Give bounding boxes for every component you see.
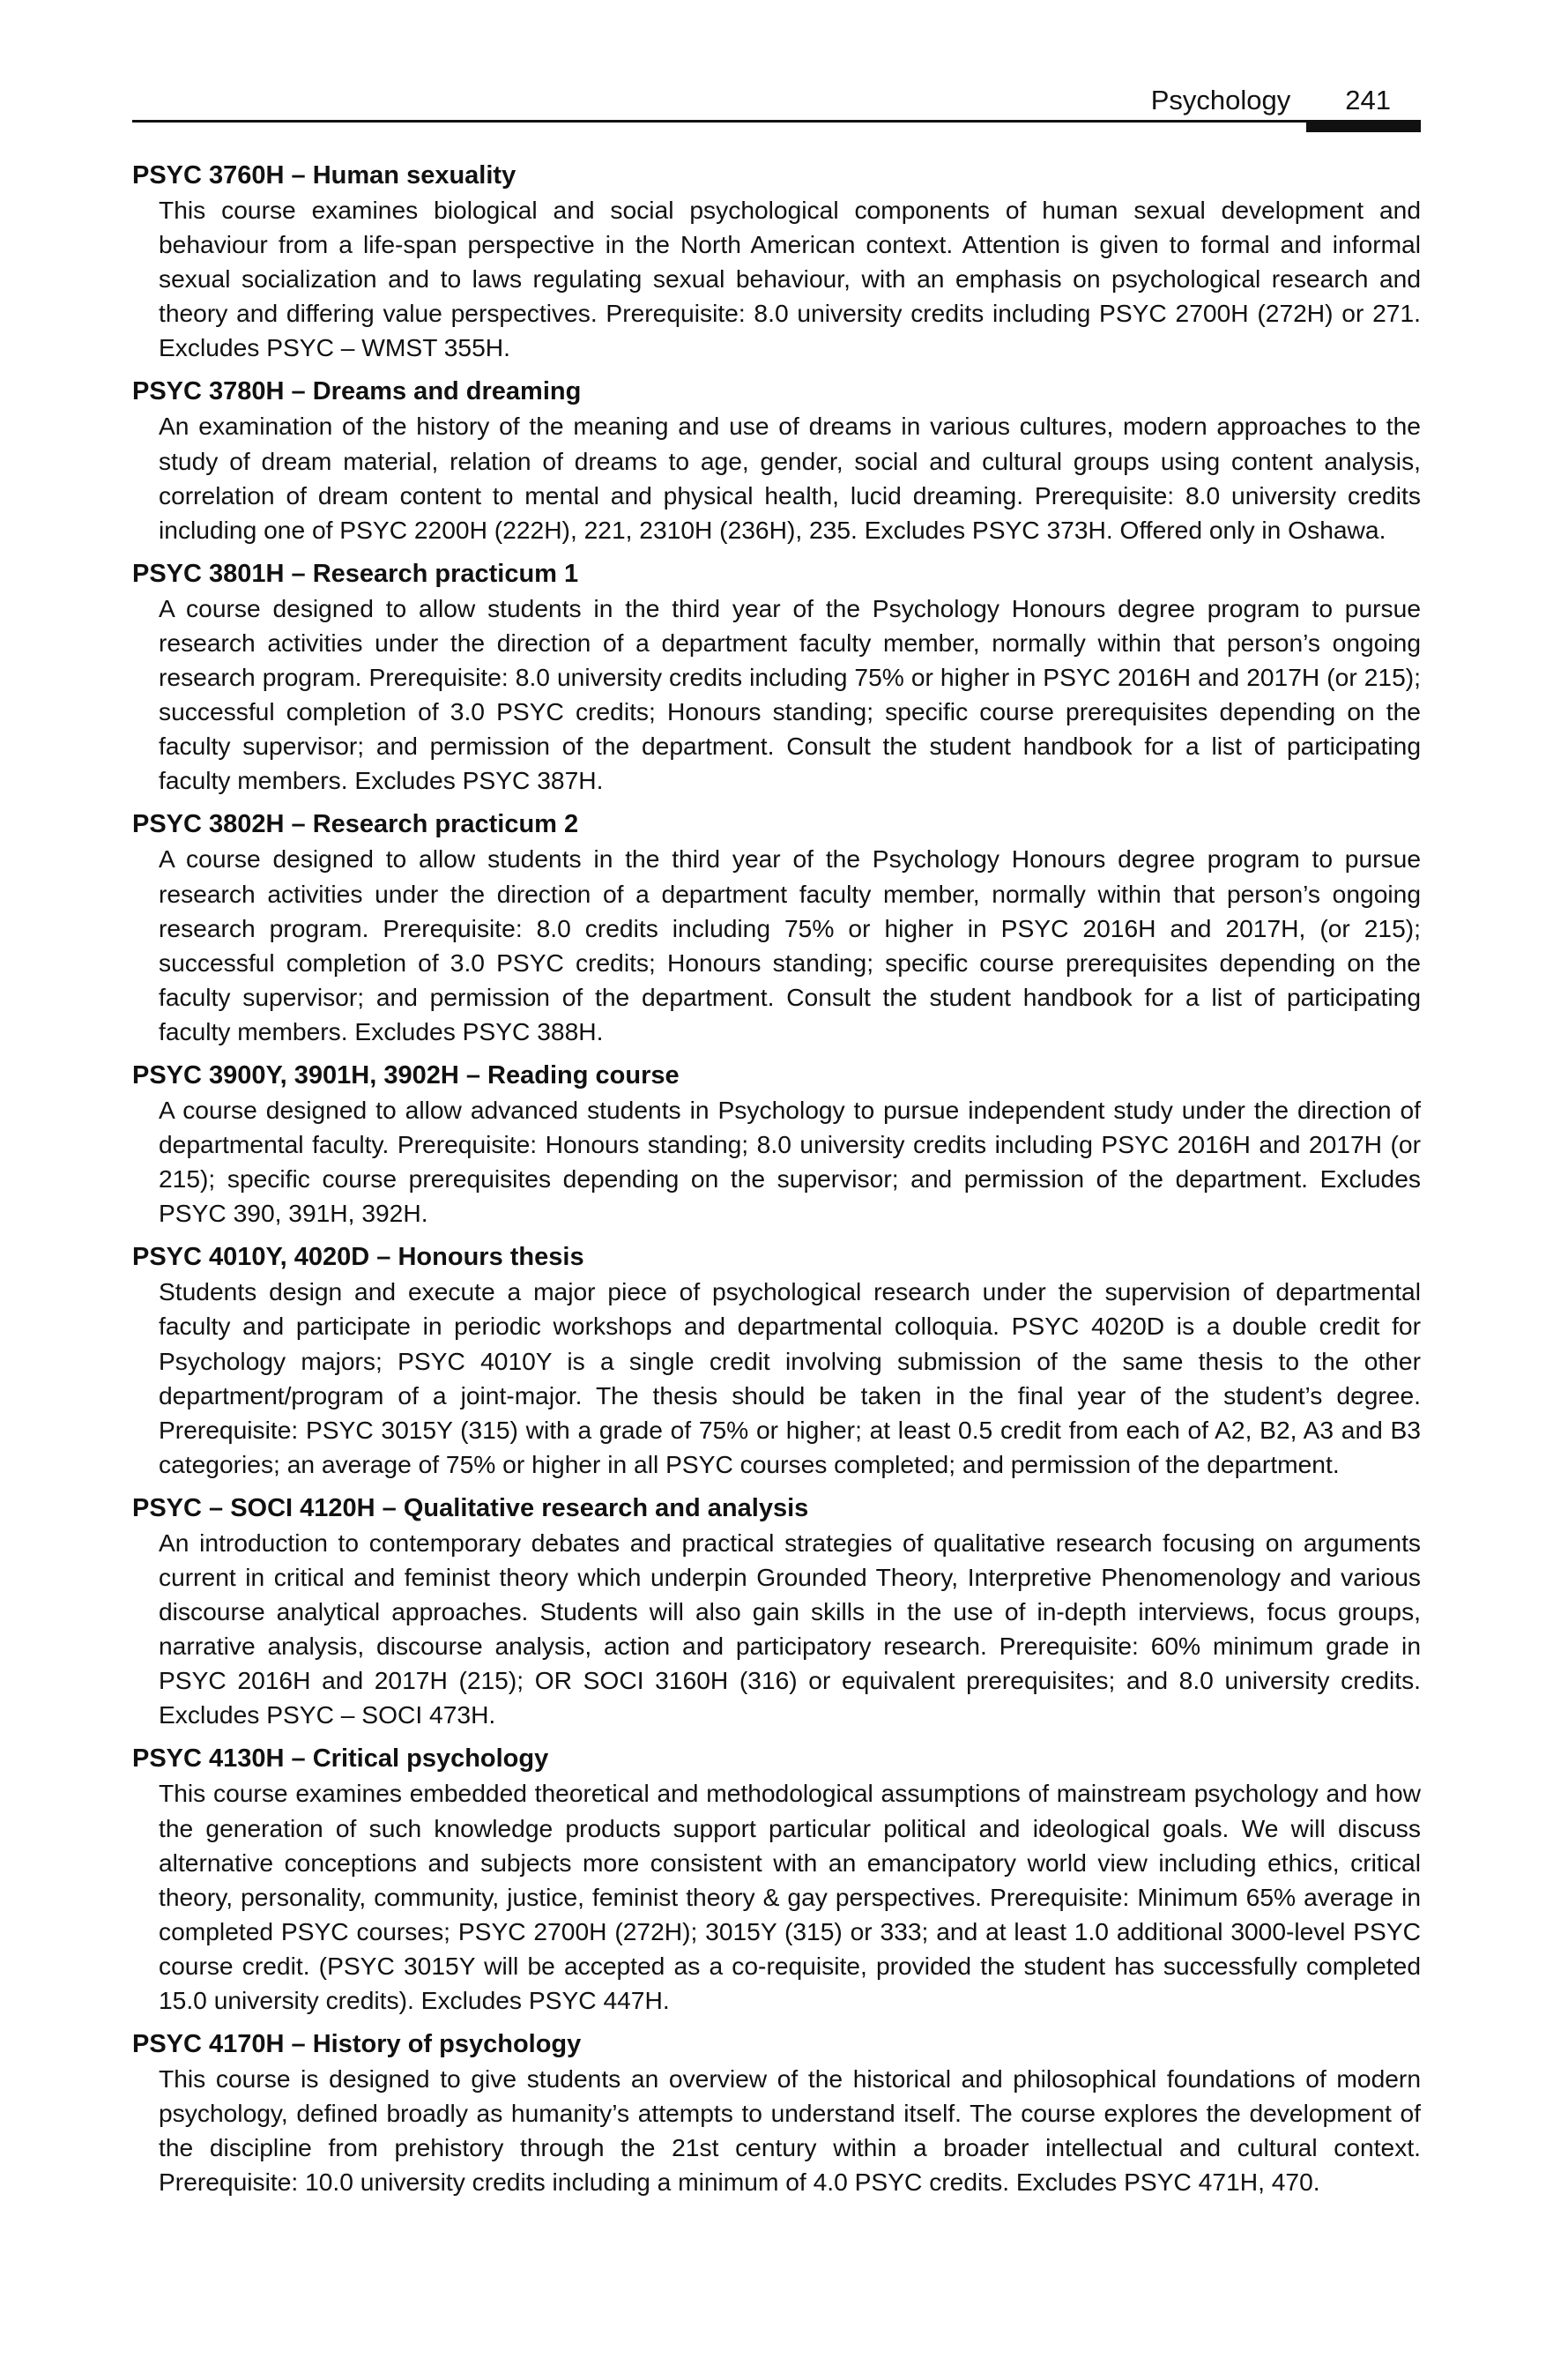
course-description: A course designed to allow advanced students in Psychology to pursue independent study under the direction of departmental faculty. Prerequisite: Honours standing; 8.0 university credits including PSYC 2016H and 2017H (or 215); specific course prerequisites depending on the supervisor; and permission of the department. Excludes PSYC 390, 391H, 392H. (159, 1095, 1421, 1228)
course-entry-4010y (132, 1240, 1421, 1482)
course-description: A course designed to allow students in the third year of the Psychology Honours degree program to pursue research activities under the direction of a department faculty member, normally within that person’s ongoing research program. Prerequisite: 8.0 university credits including 75% or higher in PSYC 2016H and 2017H (or 215); successful completion of 3.0 PSYC credits; Honours standing; specific course prerequisites depending on the faculty supervisor; and permission of the department. Consult the student handbook for a list of participating faculty members. Excludes PSYC 387H. (159, 593, 1421, 795)
page-number: 241 (1345, 85, 1391, 115)
course-title: PSYC 4170H – History of psychology (132, 2030, 582, 2059)
course-title: PSYC 4010Y, 4020D – Honours thesis (132, 1243, 584, 1272)
course-description: This course examines embedded theoretical and methodological assumptions of mainstream psychology and how the generation of such knowledge products support particular political and ideological goals. We will discuss alternative conceptions and subjects more consistent with an emancipatory world view including ethics, critical theory, personality, community, justice, feminist theory & gay perspectives. Prerequisite: Minimum 65% average in completed PSYC courses; PSYC 2700H (272H); 3015Y (315) or 333; and at least 1.0 additional 3000-level PSYC course credit. (PSYC 3015Y will be accepted as a co-requisite, provided the student has successfully completed 15.0 university credits). Excludes PSYC 447H. (159, 1779, 1421, 2015)
course-description: An examination of the history of the meaning and use of dreams in various cultures, modern approaches to the study of dream material, relation of dreams to age, gender, social and cultural groups using content analysis, correlation of dream content to mental and physical health, lucid dreaming. Prerequisite: 8.0 university credits including one of PSYC 2200H (222H), 221, 2310H (236H), 235. Excludes PSYC 373H. Offered only in Oshawa. (159, 412, 1421, 544)
course-title: PSYC 3801H – Research practicum 1 (132, 559, 579, 588)
course-entry-3760h (132, 159, 1421, 365)
course-description: This course is designed to give students an overview of the historical and philosophical foundations of modern psychology, defined broadly as humanity’s attempts to understand itself. The course explores the development of the discipline from prehistory through the 21st century within a broader intellectual and cultural context. Prerequisite: 10.0 university credits including a minimum of 4.0 PSYC credits. Excludes PSYC 471H, 470. (159, 2064, 1421, 2197)
course-entry-4170h (132, 2027, 1421, 2199)
course-title: PSYC 3900Y, 3901H, 3902H – Reading course (132, 1060, 680, 1090)
course-title: PSYC 4130H – Critical psychology (132, 1744, 549, 1774)
running-header (132, 81, 1421, 134)
course-entry-3780h (132, 375, 1421, 547)
header-tab-bar (1306, 120, 1421, 132)
course-entry-3801h (132, 557, 1421, 799)
course-description: Students design and execute a major piece of psychological research under the supervision of departmental faculty and participate in periodic workshops and departmental colloquia. PSYC 4020D is a double credit for Psychology majors; PSYC 4010Y is a single credit involving submission of the same thesis to the other department/program of a joint-major. The thesis should be taken in the final year of the student’s degree. Prerequisite: PSYC 3015Y (315) with a grade of 75% or higher; at least 0.5 credit from each of A2, B2, A3 and B3 categories; an average of 75% or higher in all PSYC courses completed; and permission of the department. (159, 1277, 1421, 1478)
course-description: A course designed to allow students in the third year of the Psychology Honours degree program to pursue research activities under the direction of a department faculty member, normally within that person’s ongoing research program. Prerequisite: 8.0 credits including 75% or higher in PSYC 2016H and 2017H, (or 215); successful completion of 3.0 PSYC credits; Honours standing; specific course prerequisites depending on the faculty supervisor; and permission of the department. Consult the student handbook for a list of participating faculty members. Excludes PSYC 388H. (159, 844, 1421, 1045)
header-rule (132, 120, 1421, 123)
course-title: PSYC 3780H – Dreams and dreaming (132, 377, 582, 406)
course-title: PSYC – SOCI 4120H – Qualitative research and analysis (132, 1493, 809, 1522)
course-listing (132, 159, 1421, 2210)
course-title: PSYC 3802H – Research practicum 2 (132, 810, 579, 839)
header-text (1151, 81, 1421, 116)
course-entry-3802h (132, 807, 1421, 1049)
section-name: Psychology (1150, 85, 1291, 115)
course-description: This course examines biological and social psychological components of human sexual development and behaviour from a life-span perspective in the North American context. Attention is given to formal and informal sexual socialization and to laws regulating sexual behaviour, with an emphasis on psychological research and theory and differing value perspectives. Prerequisite: 8.0 university credits including PSYC 2700H (272H) or 271. Excludes PSYC – WMST 355H. (159, 196, 1421, 362)
course-entry-3900y (132, 1059, 1421, 1231)
course-entry-4130h (132, 1742, 1421, 2018)
course-title: PSYC 3760H – Human sexuality (132, 161, 516, 190)
course-description: An introduction to contemporary debates and practical strategies of qualitative research focusing on arguments current in critical and feminist theory which underpin Grounded Theory, Interpretive Phenomenology and various discourse analytical approaches. Students will also gain skills in the use of in-depth interviews, focus groups, narrative analysis, discourse analysis, action and participatory research. Prerequisite: 60% minimum grade in PSYC 2016H and 2017H (215); OR SOCI 3160H (316) or equivalent prerequisites; and 8.0 university credits. Excludes PSYC – SOCI 473H. (159, 1528, 1421, 1729)
course-entry-4120h (132, 1491, 1421, 1733)
